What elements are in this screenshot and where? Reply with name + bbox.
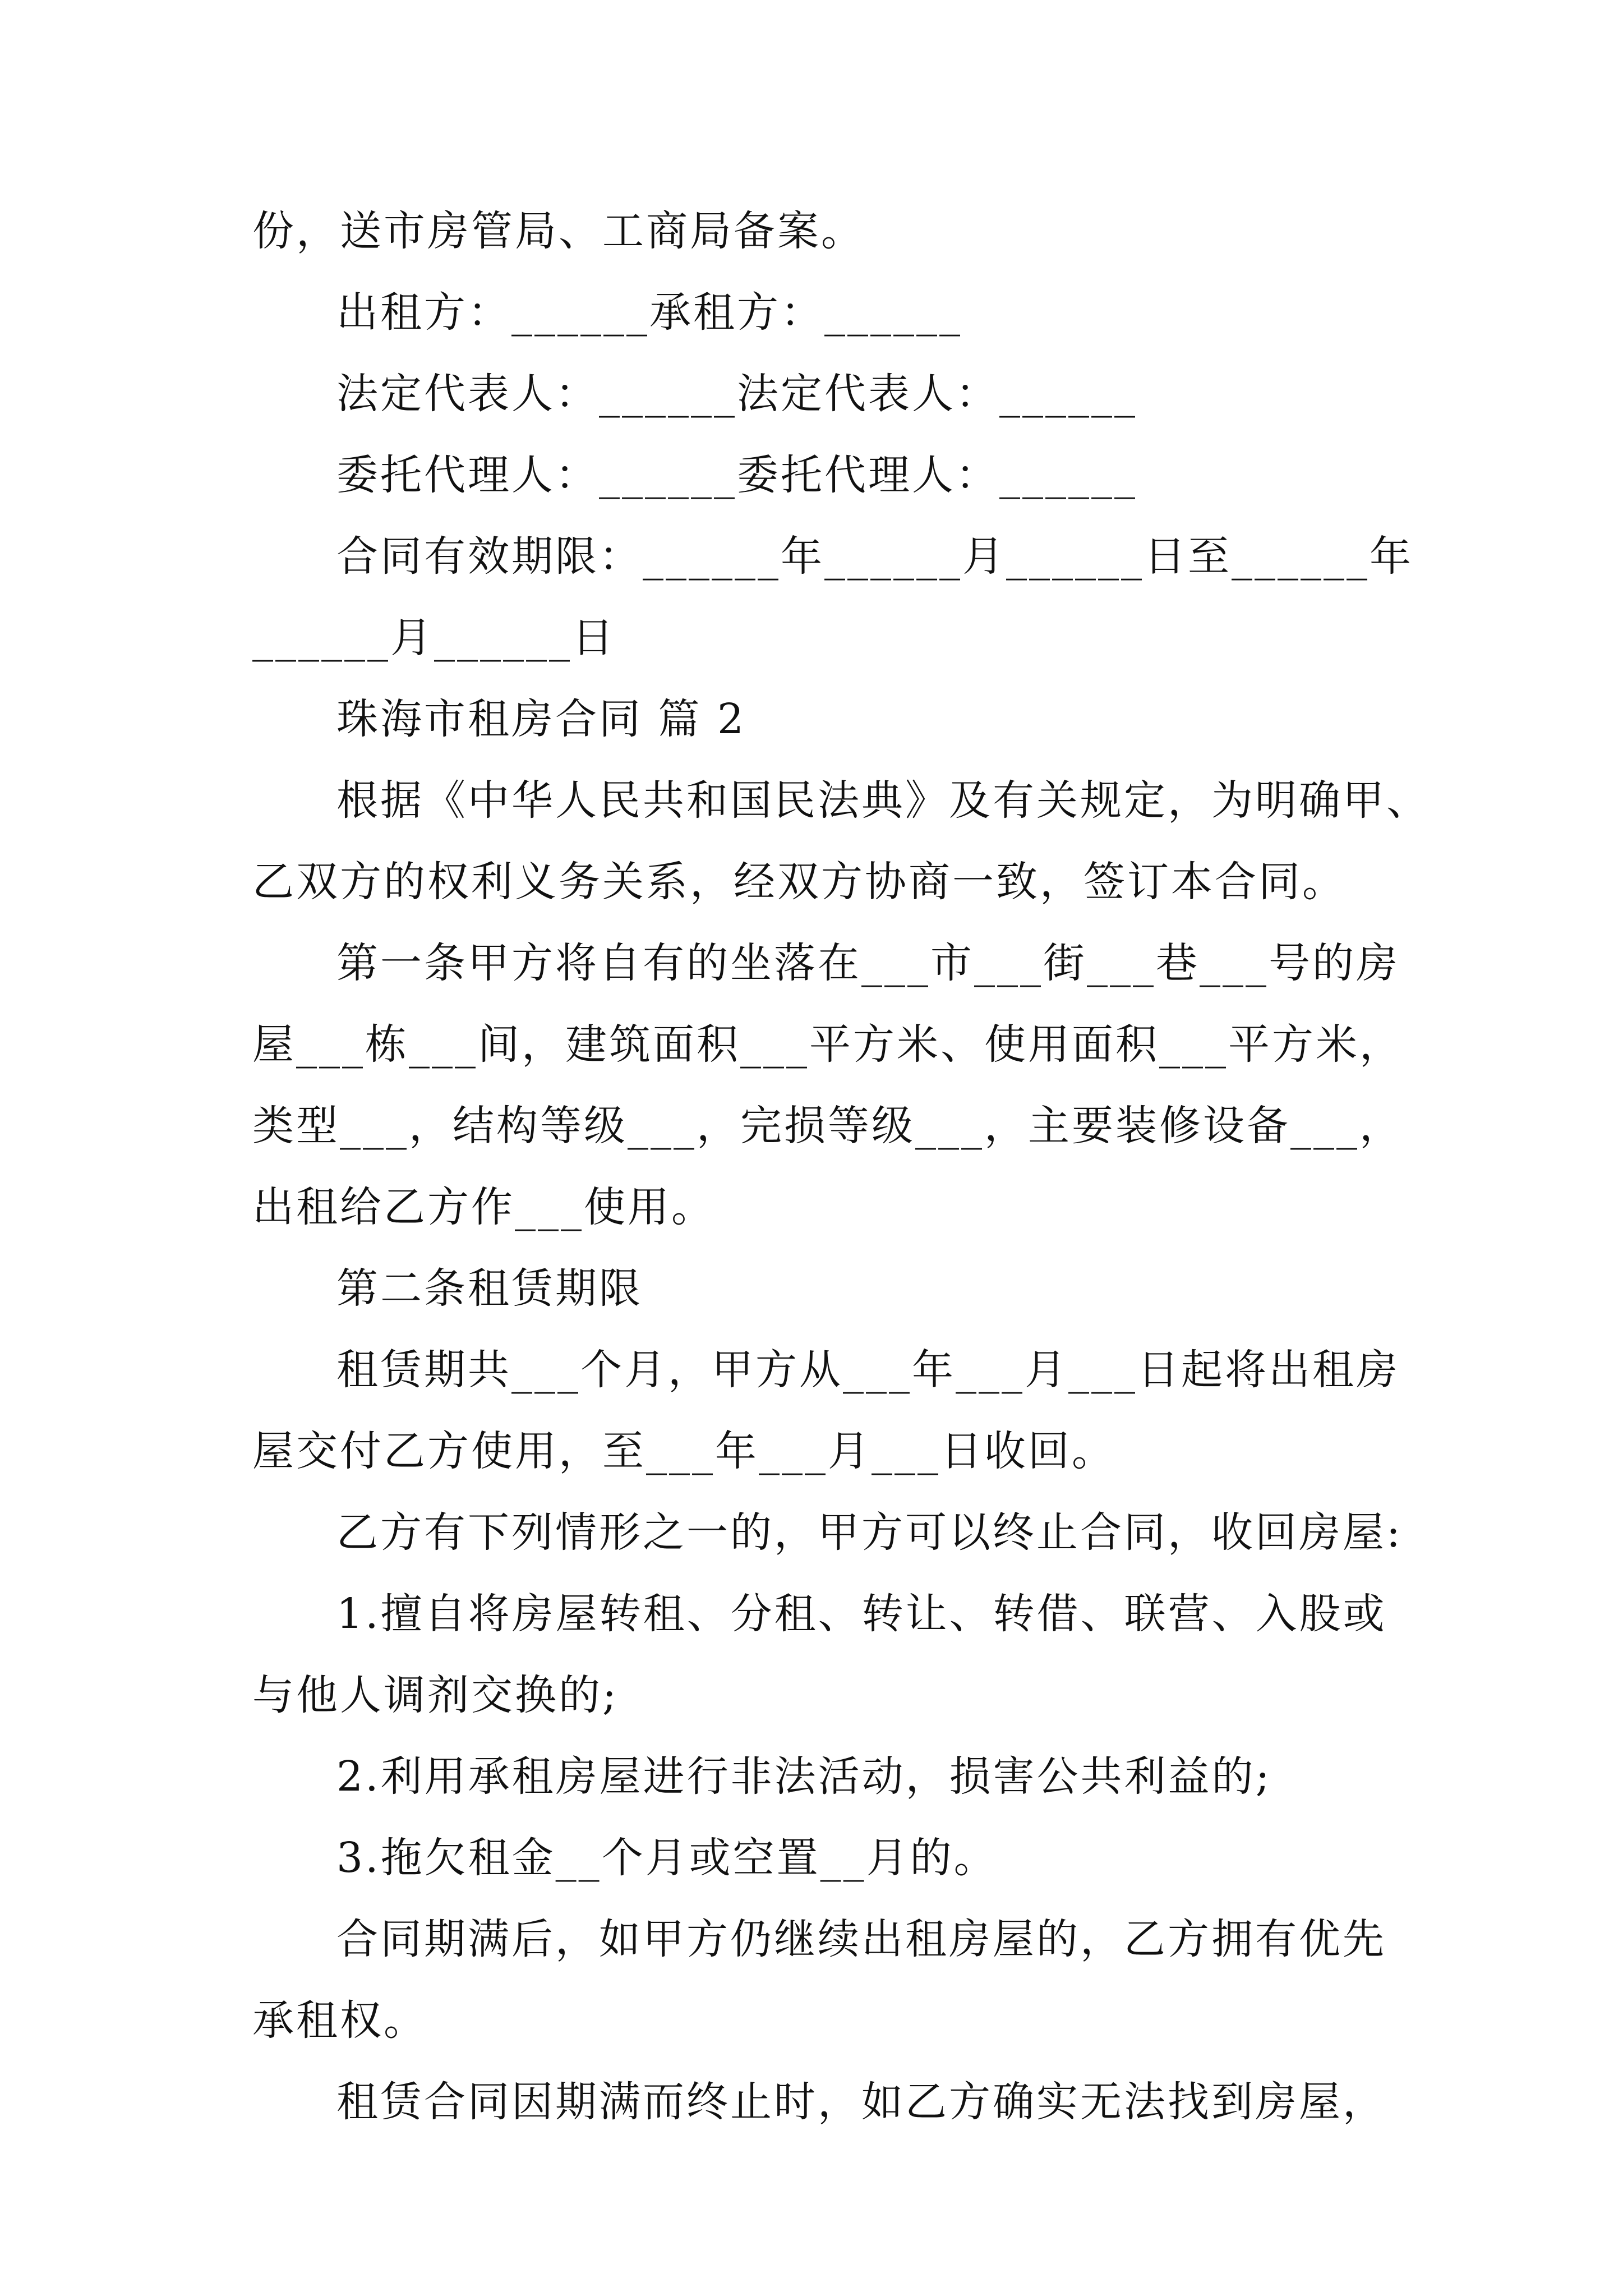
text-line: 类型___，结构等级___，完损等级___，主要装修设备___， bbox=[252, 1102, 1403, 1150]
section-heading: 珠海市租房合同 篇 2 bbox=[336, 695, 746, 743]
text-line: 乙双方的权利义务关系，经双方协商一致，签订本合同。 bbox=[252, 858, 1346, 906]
text-line: 乙方有下列情形之一的，甲方可以终止合同，收回房屋: bbox=[336, 1508, 1403, 1557]
text-line: 与他人调剂交换的; bbox=[252, 1671, 619, 1719]
text-line: 出租方：______承租方：______ bbox=[336, 288, 962, 337]
text-line: 第一条甲方将自有的坐落在___市___街___巷___号的房 bbox=[336, 939, 1400, 987]
text-line: 屋___栋___间，建筑面积___平方米、使用面积___平方米， bbox=[252, 1020, 1403, 1069]
list-item: 3.拖欠租金__个月或空置__月的。 bbox=[336, 1834, 998, 1882]
text-line: 屋交付乙方使用，至___年___月___日收回。 bbox=[252, 1427, 1115, 1475]
text-line: 合同有效期限：______年______月______日至______年 bbox=[336, 532, 1413, 581]
text-line: 法定代表人：______法定代表人：______ bbox=[336, 370, 1137, 418]
text-line: 合同期满后，如甲方仍继续出租房屋的，乙方拥有优先 bbox=[336, 1915, 1386, 1963]
list-item: 2.利用承租房屋进行非法活动，损害公共利益的; bbox=[336, 1752, 1272, 1801]
text-line: 出租给乙方作___使用。 bbox=[252, 1183, 715, 1231]
list-item: 1.擅自将房屋转租、分租、转让、转借、联营、入股或 bbox=[336, 1590, 1387, 1638]
text-line: 承租权。 bbox=[252, 1996, 427, 2045]
text-line: 委托代理人：______委托代理人：______ bbox=[336, 451, 1137, 499]
text-line: ______月______日 bbox=[252, 614, 616, 662]
text-line: 租赁期共___个月，甲方从___年___月___日起将出租房 bbox=[336, 1346, 1400, 1394]
document-body bbox=[252, 191, 1430, 2143]
article-heading: 第二条租赁期限 bbox=[336, 1264, 643, 1313]
text-line: 租赁合同因期满而终止时，如乙方确实无法找到房屋， bbox=[336, 2078, 1386, 2126]
text-line: 份，送市房管局、工商局备案。 bbox=[252, 207, 865, 255]
text-line: 根据《中华人民共和国民法典》及有关规定，为明确甲、 bbox=[336, 776, 1430, 825]
